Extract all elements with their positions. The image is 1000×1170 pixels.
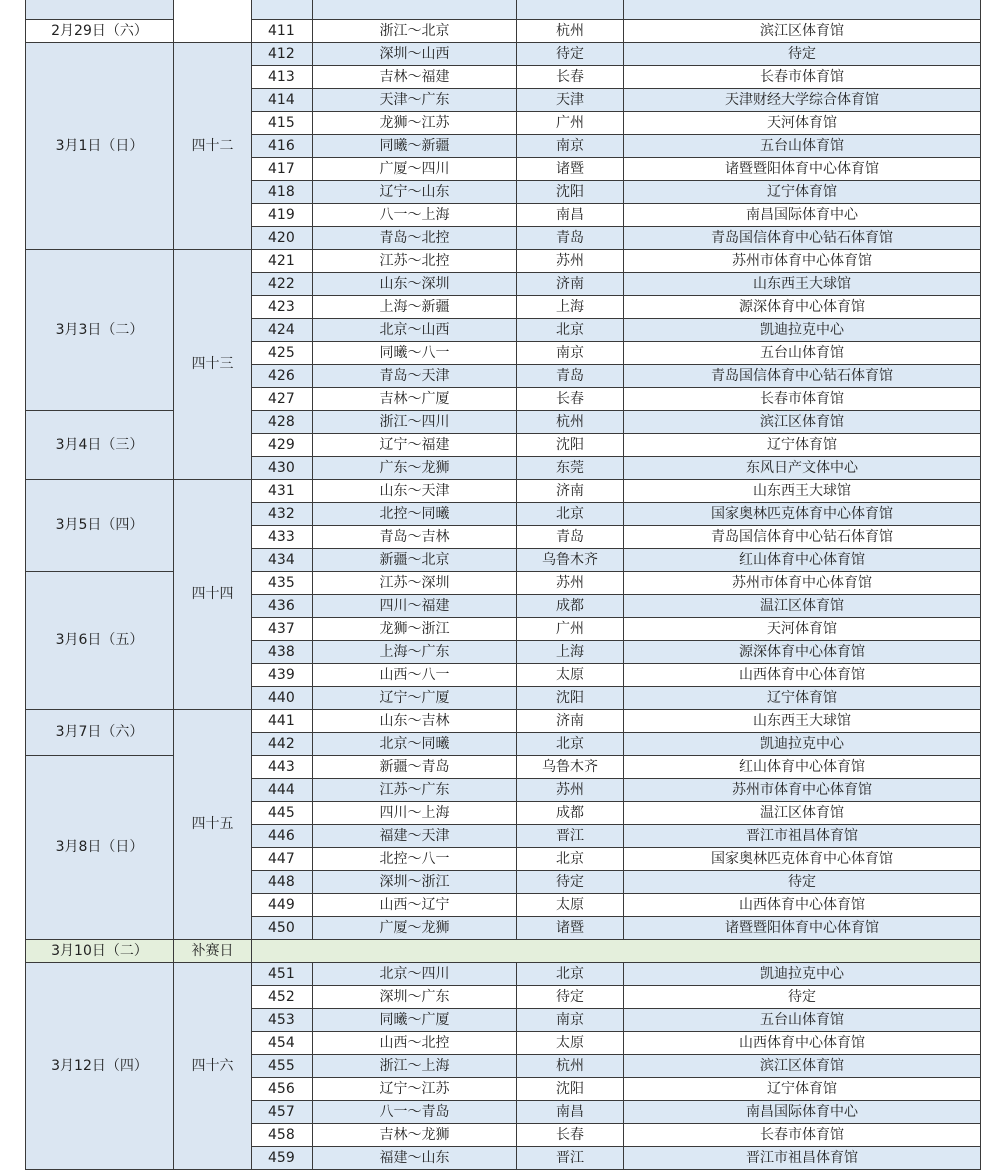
matchup-cell: 广厦～龙狮 xyxy=(313,917,517,940)
matchup-cell: 四川～福建 xyxy=(313,595,517,618)
venue-cell: 滨江区体育馆 xyxy=(624,20,981,43)
game-number-cell: 419 xyxy=(252,204,313,227)
city-cell: 待定 xyxy=(517,43,624,66)
venue-cell: 五台山体育馆 xyxy=(624,342,981,365)
venue-cell: 东风日产文体中心 xyxy=(624,457,981,480)
matchup-cell: 同曦～新疆 xyxy=(313,135,517,158)
matchup-cell: 福建～山东 xyxy=(313,1147,517,1170)
game-number-cell: 420 xyxy=(252,227,313,250)
game-number-cell: 439 xyxy=(252,664,313,687)
rest-empty-cell xyxy=(252,940,981,963)
city-cell: 诸暨 xyxy=(517,917,624,940)
venue-cell: 温江区体育馆 xyxy=(624,595,981,618)
game-number-cell: 449 xyxy=(252,894,313,917)
matchup-cell: 新疆～青岛 xyxy=(313,756,517,779)
venue-cell: 天河体育馆 xyxy=(624,618,981,641)
table-row xyxy=(26,250,981,273)
game-number-cell: 437 xyxy=(252,618,313,641)
round-cell: 四十五 xyxy=(174,710,252,940)
matchup-cell: 辽宁～福建 xyxy=(313,434,517,457)
rest-label: 补赛日 xyxy=(174,940,252,963)
matchup-cell: 广厦～四川 xyxy=(313,158,517,181)
game-number-cell: 431 xyxy=(252,480,313,503)
table-row xyxy=(26,572,981,595)
date-cell: 3月8日（日） xyxy=(26,756,174,940)
venue-cell: 滨江区体育馆 xyxy=(624,411,981,434)
venue-cell: 待定 xyxy=(624,43,981,66)
city-cell: 沈阳 xyxy=(517,434,624,457)
round-cell: 四十四 xyxy=(174,480,252,710)
game-number-cell: 459 xyxy=(252,1147,313,1170)
venue-cell: 待定 xyxy=(624,871,981,894)
game-number-cell: 458 xyxy=(252,1124,313,1147)
city-cell: 沈阳 xyxy=(517,1078,624,1101)
date-cell: 3月10日（二） xyxy=(26,940,174,963)
game-number-cell: 413 xyxy=(252,66,313,89)
matchup-cell: 北控～八一 xyxy=(313,848,517,871)
game-number-cell: 412 xyxy=(252,43,313,66)
matchup-cell: 上海～新疆 xyxy=(313,296,517,319)
game-number-cell: 432 xyxy=(252,503,313,526)
city-cell: 待定 xyxy=(517,871,624,894)
city-cell: 南京 xyxy=(517,1009,624,1032)
matchup-cell: 北京～同曦 xyxy=(313,733,517,756)
venue-cell: 五台山体育馆 xyxy=(624,135,981,158)
game-number-cell: 457 xyxy=(252,1101,313,1124)
venue-cell xyxy=(624,0,981,20)
venue-cell: 诸暨暨阳体育中心体育馆 xyxy=(624,158,981,181)
game-number-cell: 453 xyxy=(252,1009,313,1032)
matchup-cell: 山西～辽宁 xyxy=(313,894,517,917)
date-cell xyxy=(26,0,174,20)
city-cell: 杭州 xyxy=(517,20,624,43)
game-number-cell: 423 xyxy=(252,296,313,319)
game-number-cell: 456 xyxy=(252,1078,313,1101)
game-number-cell: 415 xyxy=(252,112,313,135)
game-number-cell: 429 xyxy=(252,434,313,457)
city-cell: 杭州 xyxy=(517,1055,624,1078)
matchup-cell: 辽宁～广厦 xyxy=(313,687,517,710)
matchup-cell: 深圳～浙江 xyxy=(313,871,517,894)
table-row xyxy=(26,20,981,43)
game-number-cell: 445 xyxy=(252,802,313,825)
city-cell: 长春 xyxy=(517,1124,624,1147)
venue-cell: 源深体育中心体育馆 xyxy=(624,296,981,319)
schedule-table xyxy=(25,0,981,1170)
game-number-cell: 427 xyxy=(252,388,313,411)
city-cell: 青岛 xyxy=(517,526,624,549)
game-number-cell: 426 xyxy=(252,365,313,388)
venue-cell: 晋江市祖昌体育馆 xyxy=(624,825,981,848)
date-cell: 3月1日（日） xyxy=(26,43,174,250)
venue-cell: 天河体育馆 xyxy=(624,112,981,135)
venue-cell: 晋江市祖昌体育馆 xyxy=(624,1147,981,1170)
matchup-cell: 八一～上海 xyxy=(313,204,517,227)
game-number-cell: 454 xyxy=(252,1032,313,1055)
venue-cell: 辽宁体育馆 xyxy=(624,181,981,204)
venue-cell: 五台山体育馆 xyxy=(624,1009,981,1032)
city-cell: 长春 xyxy=(517,66,624,89)
game-number-cell: 434 xyxy=(252,549,313,572)
venue-cell: 山东西王大球馆 xyxy=(624,480,981,503)
matchup-cell: 浙江～上海 xyxy=(313,1055,517,1078)
venue-cell: 山东西王大球馆 xyxy=(624,273,981,296)
venue-cell: 苏州市体育中心体育馆 xyxy=(624,250,981,273)
venue-cell: 青岛国信体育中心钻石体育馆 xyxy=(624,365,981,388)
venue-cell: 南昌国际体育中心 xyxy=(624,204,981,227)
matchup-cell: 福建～天津 xyxy=(313,825,517,848)
venue-cell: 红山体育中心体育馆 xyxy=(624,549,981,572)
city-cell: 北京 xyxy=(517,848,624,871)
city-cell: 上海 xyxy=(517,296,624,319)
city-cell: 晋江 xyxy=(517,825,624,848)
venue-cell: 青岛国信体育中心钻石体育馆 xyxy=(624,526,981,549)
table-row xyxy=(26,710,981,733)
venue-cell: 天津财经大学综合体育馆 xyxy=(624,89,981,112)
table-row xyxy=(26,411,981,434)
city-cell: 乌鲁木齐 xyxy=(517,756,624,779)
game-number-cell: 443 xyxy=(252,756,313,779)
matchup-cell: 青岛～吉林 xyxy=(313,526,517,549)
matchup-cell: 江苏～北控 xyxy=(313,250,517,273)
round-cell: 四十三 xyxy=(174,250,252,480)
date-cell: 3月3日（二） xyxy=(26,250,174,411)
game-number-cell xyxy=(252,0,313,20)
game-number-cell: 421 xyxy=(252,250,313,273)
city-cell: 南京 xyxy=(517,342,624,365)
matchup-cell: 天津～广东 xyxy=(313,89,517,112)
matchup-cell: 浙江～北京 xyxy=(313,20,517,43)
city-cell: 太原 xyxy=(517,894,624,917)
game-number-cell: 451 xyxy=(252,963,313,986)
game-number-cell: 414 xyxy=(252,89,313,112)
matchup-cell: 深圳～山西 xyxy=(313,43,517,66)
game-number-cell: 447 xyxy=(252,848,313,871)
matchup-cell: 新疆～北京 xyxy=(313,549,517,572)
matchup-cell: 广东～龙狮 xyxy=(313,457,517,480)
round-cell xyxy=(174,0,252,43)
venue-cell: 凯迪拉克中心 xyxy=(624,733,981,756)
matchup-cell: 北控～同曦 xyxy=(313,503,517,526)
date-cell: 3月6日（五） xyxy=(26,572,174,710)
matchup-cell: 山东～深圳 xyxy=(313,273,517,296)
date-cell: 3月4日（三） xyxy=(26,411,174,480)
matchup-cell: 吉林～龙狮 xyxy=(313,1124,517,1147)
table-row xyxy=(26,756,981,779)
game-number-cell: 418 xyxy=(252,181,313,204)
date-cell: 3月12日（四） xyxy=(26,963,174,1170)
city-cell: 杭州 xyxy=(517,411,624,434)
matchup-cell: 北京～四川 xyxy=(313,963,517,986)
matchup-cell: 北京～山西 xyxy=(313,319,517,342)
city-cell: 成都 xyxy=(517,802,624,825)
matchup-cell: 八一～青岛 xyxy=(313,1101,517,1124)
matchup-cell: 龙狮～江苏 xyxy=(313,112,517,135)
city-cell: 成都 xyxy=(517,595,624,618)
city-cell: 晋江 xyxy=(517,1147,624,1170)
venue-cell: 苏州市体育中心体育馆 xyxy=(624,572,981,595)
venue-cell: 辽宁体育馆 xyxy=(624,687,981,710)
table-row xyxy=(26,480,981,503)
city-cell: 上海 xyxy=(517,641,624,664)
matchup-cell: 青岛～北控 xyxy=(313,227,517,250)
city-cell: 天津 xyxy=(517,89,624,112)
city-cell: 沈阳 xyxy=(517,181,624,204)
matchup-cell: 山西～北控 xyxy=(313,1032,517,1055)
city-cell: 南京 xyxy=(517,135,624,158)
city-cell: 太原 xyxy=(517,664,624,687)
game-number-cell: 416 xyxy=(252,135,313,158)
schedule-body xyxy=(26,0,981,1170)
city-cell: 沈阳 xyxy=(517,687,624,710)
venue-cell: 待定 xyxy=(624,986,981,1009)
matchup-cell: 辽宁～江苏 xyxy=(313,1078,517,1101)
city-cell: 苏州 xyxy=(517,779,624,802)
city-cell: 北京 xyxy=(517,733,624,756)
round-cell: 四十二 xyxy=(174,43,252,250)
game-number-cell: 417 xyxy=(252,158,313,181)
city-cell xyxy=(517,0,624,20)
city-cell: 广州 xyxy=(517,618,624,641)
game-number-cell: 448 xyxy=(252,871,313,894)
city-cell: 北京 xyxy=(517,963,624,986)
matchup-cell: 同曦～广厦 xyxy=(313,1009,517,1032)
city-cell: 济南 xyxy=(517,273,624,296)
city-cell: 乌鲁木齐 xyxy=(517,549,624,572)
venue-cell: 长春市体育馆 xyxy=(624,66,981,89)
city-cell: 苏州 xyxy=(517,572,624,595)
game-number-cell: 435 xyxy=(252,572,313,595)
city-cell: 诸暨 xyxy=(517,158,624,181)
game-number-cell: 450 xyxy=(252,917,313,940)
matchup-cell: 青岛～天津 xyxy=(313,365,517,388)
city-cell: 济南 xyxy=(517,480,624,503)
date-cell: 3月7日（六） xyxy=(26,710,174,756)
matchup-cell xyxy=(313,0,517,20)
matchup-cell: 吉林～福建 xyxy=(313,66,517,89)
venue-cell: 南昌国际体育中心 xyxy=(624,1101,981,1124)
city-cell: 南昌 xyxy=(517,1101,624,1124)
game-number-cell: 428 xyxy=(252,411,313,434)
venue-cell: 山西体育中心体育馆 xyxy=(624,664,981,687)
game-number-cell: 436 xyxy=(252,595,313,618)
game-number-cell: 442 xyxy=(252,733,313,756)
date-cell: 2月29日（六） xyxy=(26,20,174,43)
venue-cell: 国家奥林匹克体育中心体育馆 xyxy=(624,848,981,871)
venue-cell: 源深体育中心体育馆 xyxy=(624,641,981,664)
game-number-cell: 440 xyxy=(252,687,313,710)
city-cell: 青岛 xyxy=(517,227,624,250)
game-number-cell: 446 xyxy=(252,825,313,848)
rest-day-row xyxy=(26,940,981,963)
matchup-cell: 辽宁～山东 xyxy=(313,181,517,204)
venue-cell: 山东西王大球馆 xyxy=(624,710,981,733)
game-number-cell: 430 xyxy=(252,457,313,480)
table-row xyxy=(26,963,981,986)
matchup-cell: 四川～上海 xyxy=(313,802,517,825)
venue-cell: 凯迪拉克中心 xyxy=(624,963,981,986)
venue-cell: 国家奥林匹克体育中心体育馆 xyxy=(624,503,981,526)
city-cell: 太原 xyxy=(517,1032,624,1055)
city-cell: 苏州 xyxy=(517,250,624,273)
city-cell: 北京 xyxy=(517,319,624,342)
city-cell: 南昌 xyxy=(517,204,624,227)
matchup-cell: 浙江～四川 xyxy=(313,411,517,434)
date-cell: 3月5日（四） xyxy=(26,480,174,572)
city-cell: 青岛 xyxy=(517,365,624,388)
game-number-cell: 455 xyxy=(252,1055,313,1078)
table-row xyxy=(26,43,981,66)
table-row xyxy=(26,0,981,20)
matchup-cell: 江苏～深圳 xyxy=(313,572,517,595)
venue-cell: 山西体育中心体育馆 xyxy=(624,1032,981,1055)
game-number-cell: 441 xyxy=(252,710,313,733)
venue-cell: 辽宁体育馆 xyxy=(624,434,981,457)
venue-cell: 诸暨暨阳体育中心体育馆 xyxy=(624,917,981,940)
matchup-cell: 龙狮～浙江 xyxy=(313,618,517,641)
matchup-cell: 江苏～广东 xyxy=(313,779,517,802)
game-number-cell: 444 xyxy=(252,779,313,802)
matchup-cell: 山东～天津 xyxy=(313,480,517,503)
city-cell: 东莞 xyxy=(517,457,624,480)
city-cell: 待定 xyxy=(517,986,624,1009)
game-number-cell: 433 xyxy=(252,526,313,549)
matchup-cell: 深圳～广东 xyxy=(313,986,517,1009)
venue-cell: 辽宁体育馆 xyxy=(624,1078,981,1101)
game-number-cell: 438 xyxy=(252,641,313,664)
matchup-cell: 山东～吉林 xyxy=(313,710,517,733)
game-number-cell: 424 xyxy=(252,319,313,342)
game-number-cell: 411 xyxy=(252,20,313,43)
city-cell: 济南 xyxy=(517,710,624,733)
round-cell: 四十六 xyxy=(174,963,252,1170)
venue-cell: 温江区体育馆 xyxy=(624,802,981,825)
venue-cell: 青岛国信体育中心钻石体育馆 xyxy=(624,227,981,250)
venue-cell: 长春市体育馆 xyxy=(624,1124,981,1147)
venue-cell: 长春市体育馆 xyxy=(624,388,981,411)
matchup-cell: 山西～八一 xyxy=(313,664,517,687)
venue-cell: 滨江区体育馆 xyxy=(624,1055,981,1078)
matchup-cell: 同曦～八一 xyxy=(313,342,517,365)
venue-cell: 山西体育中心体育馆 xyxy=(624,894,981,917)
venue-cell: 红山体育中心体育馆 xyxy=(624,756,981,779)
city-cell: 广州 xyxy=(517,112,624,135)
game-number-cell: 425 xyxy=(252,342,313,365)
matchup-cell: 吉林～广厦 xyxy=(313,388,517,411)
matchup-cell: 上海～广东 xyxy=(313,641,517,664)
venue-cell: 苏州市体育中心体育馆 xyxy=(624,779,981,802)
city-cell: 北京 xyxy=(517,503,624,526)
city-cell: 长春 xyxy=(517,388,624,411)
game-number-cell: 452 xyxy=(252,986,313,1009)
venue-cell: 凯迪拉克中心 xyxy=(624,319,981,342)
game-number-cell: 422 xyxy=(252,273,313,296)
